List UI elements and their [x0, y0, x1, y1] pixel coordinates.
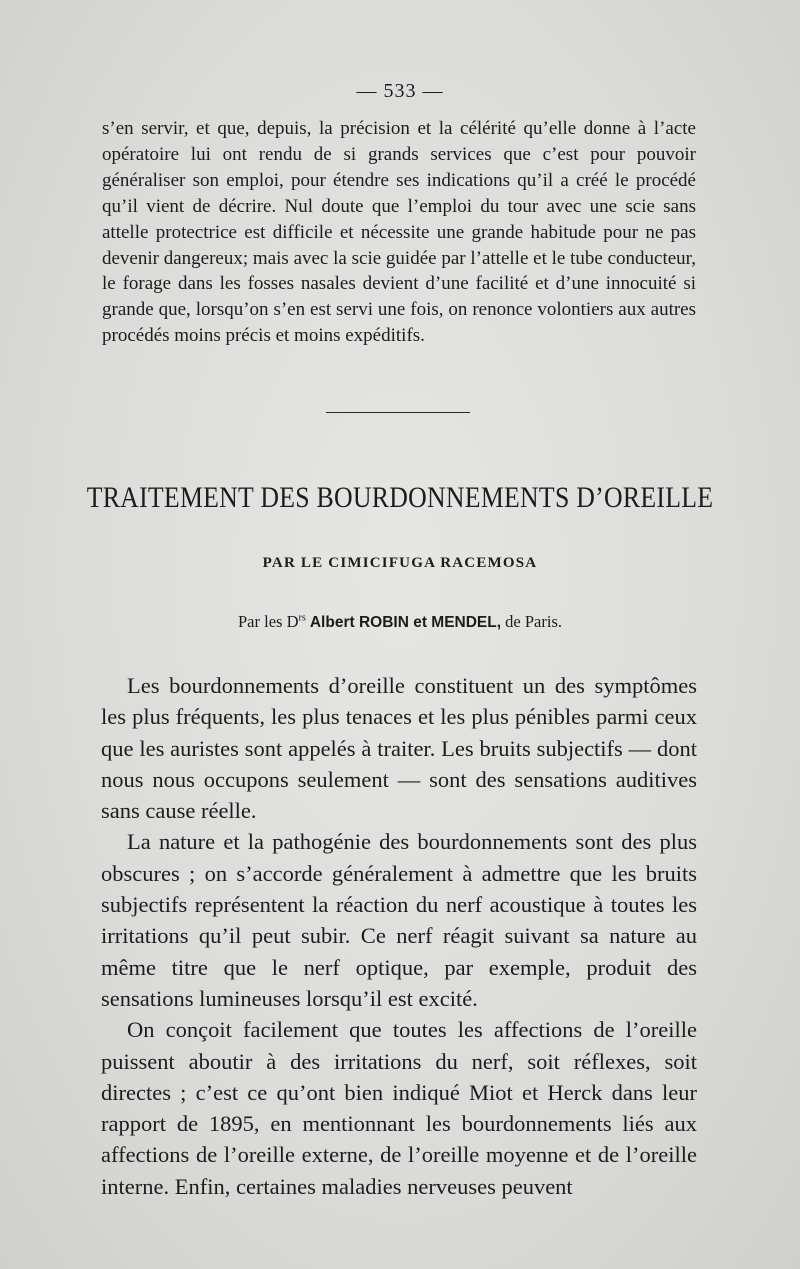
article-title: TRAITEMENT DES BOURDONNEMENTS D’OREILLE [86, 481, 714, 514]
body-paragraph-1: Les bourdonnements d’oreille constituent un des symptômes les plus fréquents, les plus tenaces et les plus pénibles parmi ceux que les auristes sont appelés à traiter. Les bruits subjectifs — dont nous nous occupons seulement — sont des sensations auditives sans cause réelle. [101, 673, 697, 824]
byline-prefix: Par les D [238, 612, 299, 631]
body-paragraph-3: On conçoit facilement que toutes les affections de l’oreille puissent aboutir à des irritations du nerf, soit réflexes, soit directes ; c’est ce qu’ont bien indiqué Miot et Herck dans leur rapport de 1895, en mentionnant les bourdonnements liés aux affections de l’oreille externe, de l’oreille moyenne et de l’oreille interne. Enfin, certaines maladies nerveuses peuvent [101, 1017, 697, 1199]
byline-prefix-superscript: rs [298, 612, 306, 624]
article-subtitle: PAR LE CIMICIFUGA RACEMOSA [262, 555, 538, 571]
intro-paragraph: s’en servir, et que, depuis, la précision et la célérité qu’elle donne à l’acte opératoire lui ont rendu de si grands services que c’est pour pouvoir généraliser son emploi, pour étendre ses indications qu’il a créé le procédé qu’il vient de décrire. Nul doute que l’emploi du tour avec une scie sans attelle protectrice est difficile et nécessite une grande habitude pour ne pas devenir dangereux; mais avec la scie guidée par l’attelle et le tube conducteur, le forage dans les fosses nasales devient d’une facilité et d’une innocuité si grande que, lorsqu’on s’en est servi une fois, on renonce volontiers aux autres procédés moins précis et moins expéditifs. [102, 118, 696, 347]
article-body [101, 670, 697, 1202]
page-number: — 533 — [356, 80, 444, 102]
byline-authors: Albert ROBIN et MENDEL, [309, 614, 502, 631]
byline-location: de Paris. [505, 612, 562, 631]
body-paragraph-2: La nature et la pathogénie des bourdonnements sont des plus obscures ; on s’accorde généralement à admettre que les bruits subjectifs représentent la réaction du nerf acoustique à toutes les irritations qu’il peut subir. Ce nerf réagit suivant sa nature au même titre que le nerf optique, par exemple, produit des sensations lumineuses lorsqu’il est excité. [101, 829, 697, 1011]
article-byline [0, 612, 800, 632]
section-divider [326, 412, 470, 413]
